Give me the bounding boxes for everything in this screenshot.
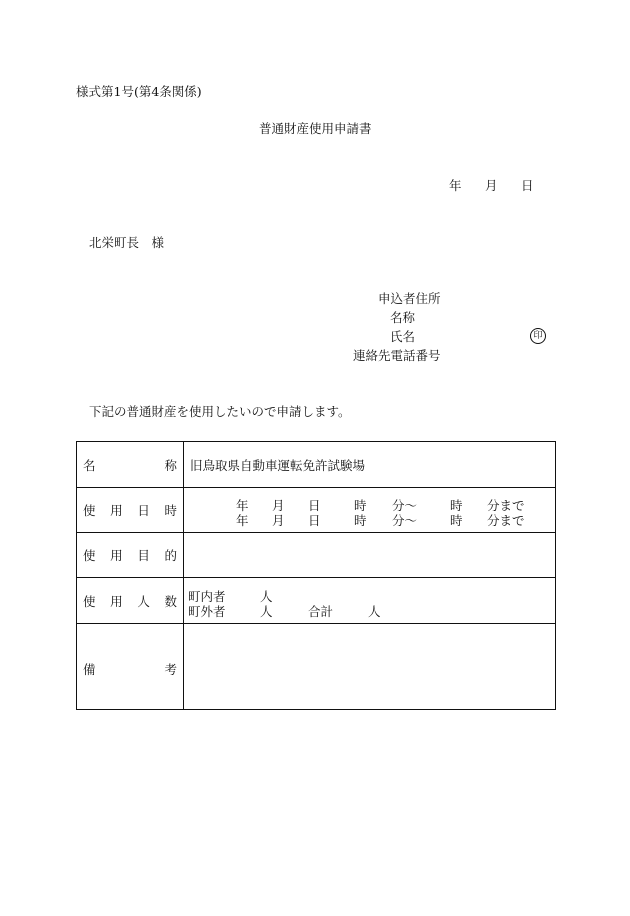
dt1-month: 月 <box>272 498 285 513</box>
purpose-label-char: 用 <box>110 548 123 563</box>
dt1-hour: 時 <box>354 498 367 513</box>
count-label-char: 人 <box>137 593 150 609</box>
applicant-org-name-label: 名称 <box>390 310 416 325</box>
dt1-hour-to: 時 <box>450 498 463 513</box>
property-name: 旧鳥取県自動車運転免許試験場 <box>190 457 366 473</box>
remarks-value-cell[interactable] <box>184 624 556 710</box>
datetime-value-cell[interactable] <box>184 488 556 533</box>
inside-unit: 人 <box>260 588 273 604</box>
row-count <box>77 578 556 624</box>
purpose-label <box>77 533 184 578</box>
datetime-label <box>77 488 184 533</box>
row-name <box>77 442 556 488</box>
name-label <box>77 442 184 488</box>
dt2-hour: 時 <box>354 513 367 528</box>
intro-text: 下記の普通財産を使用したいので申請します。 <box>89 404 351 419</box>
dt2-minute-from: 分～ <box>392 513 418 528</box>
datetime-label-char: 日 <box>137 503 150 518</box>
row-remarks <box>77 624 556 710</box>
addressee: 北栄町長 様 <box>89 235 165 250</box>
date-year: 年 <box>449 178 462 193</box>
total-unit: 人 <box>368 603 381 619</box>
date-day: 日 <box>521 178 534 193</box>
count-inside-line <box>184 586 555 604</box>
row-datetime <box>77 488 556 533</box>
count-label-char: 用 <box>110 593 123 609</box>
name-label-char: 名 <box>83 457 96 473</box>
dt2-day: 日 <box>308 513 321 528</box>
name-label-char: 称 <box>164 457 177 473</box>
name-value-cell[interactable] <box>184 442 556 488</box>
remarks-label <box>77 624 184 710</box>
datetime-line-2 <box>184 510 555 528</box>
count-outside-line <box>184 601 555 619</box>
remarks-label-char: 備 <box>83 662 96 677</box>
dt1-day: 日 <box>308 498 321 513</box>
count-value-cell[interactable] <box>184 578 556 624</box>
dt1-minute-from: 分～ <box>392 498 418 513</box>
application-table <box>76 441 556 710</box>
applicant-phone-label: 連絡先電話番号 <box>353 348 441 363</box>
applicant-person-name-label: 氏名 <box>390 329 416 344</box>
dt2-month: 月 <box>272 513 285 528</box>
purpose-label-char: 的 <box>164 548 177 563</box>
dt2-minute-to: 分まで <box>487 513 525 528</box>
purpose-label-char: 目 <box>137 548 150 563</box>
datetime-label-char: 使 <box>83 503 96 518</box>
datetime-label-char: 用 <box>110 503 123 518</box>
seal-mark: 印 <box>530 328 546 344</box>
total-label: 合計 <box>308 603 334 619</box>
outside-town-label: 町外者 <box>188 603 226 619</box>
document-title: 普通財産使用申請書 <box>259 121 372 136</box>
datetime-label-char: 時 <box>164 503 177 518</box>
count-label-char: 数 <box>164 593 177 609</box>
dt1-minute-to: 分まで <box>487 498 525 513</box>
date-month: 月 <box>485 178 498 193</box>
dt2-hour-to: 時 <box>450 513 463 528</box>
purpose-label-char: 使 <box>83 548 96 563</box>
inside-town-label: 町内者 <box>188 588 226 604</box>
datetime-line-1 <box>184 495 555 513</box>
purpose-value-cell[interactable] <box>184 533 556 578</box>
form-number: 様式第1号(第4条関係) <box>76 84 202 99</box>
count-label-char: 使 <box>83 593 96 609</box>
remarks-label-char: 考 <box>164 662 177 677</box>
dt1-year: 年 <box>236 498 249 513</box>
outside-unit: 人 <box>260 603 273 619</box>
applicant-address-label: 申込者住所 <box>378 291 441 306</box>
dt2-year: 年 <box>236 513 249 528</box>
count-label <box>77 578 184 624</box>
row-purpose <box>77 533 556 578</box>
